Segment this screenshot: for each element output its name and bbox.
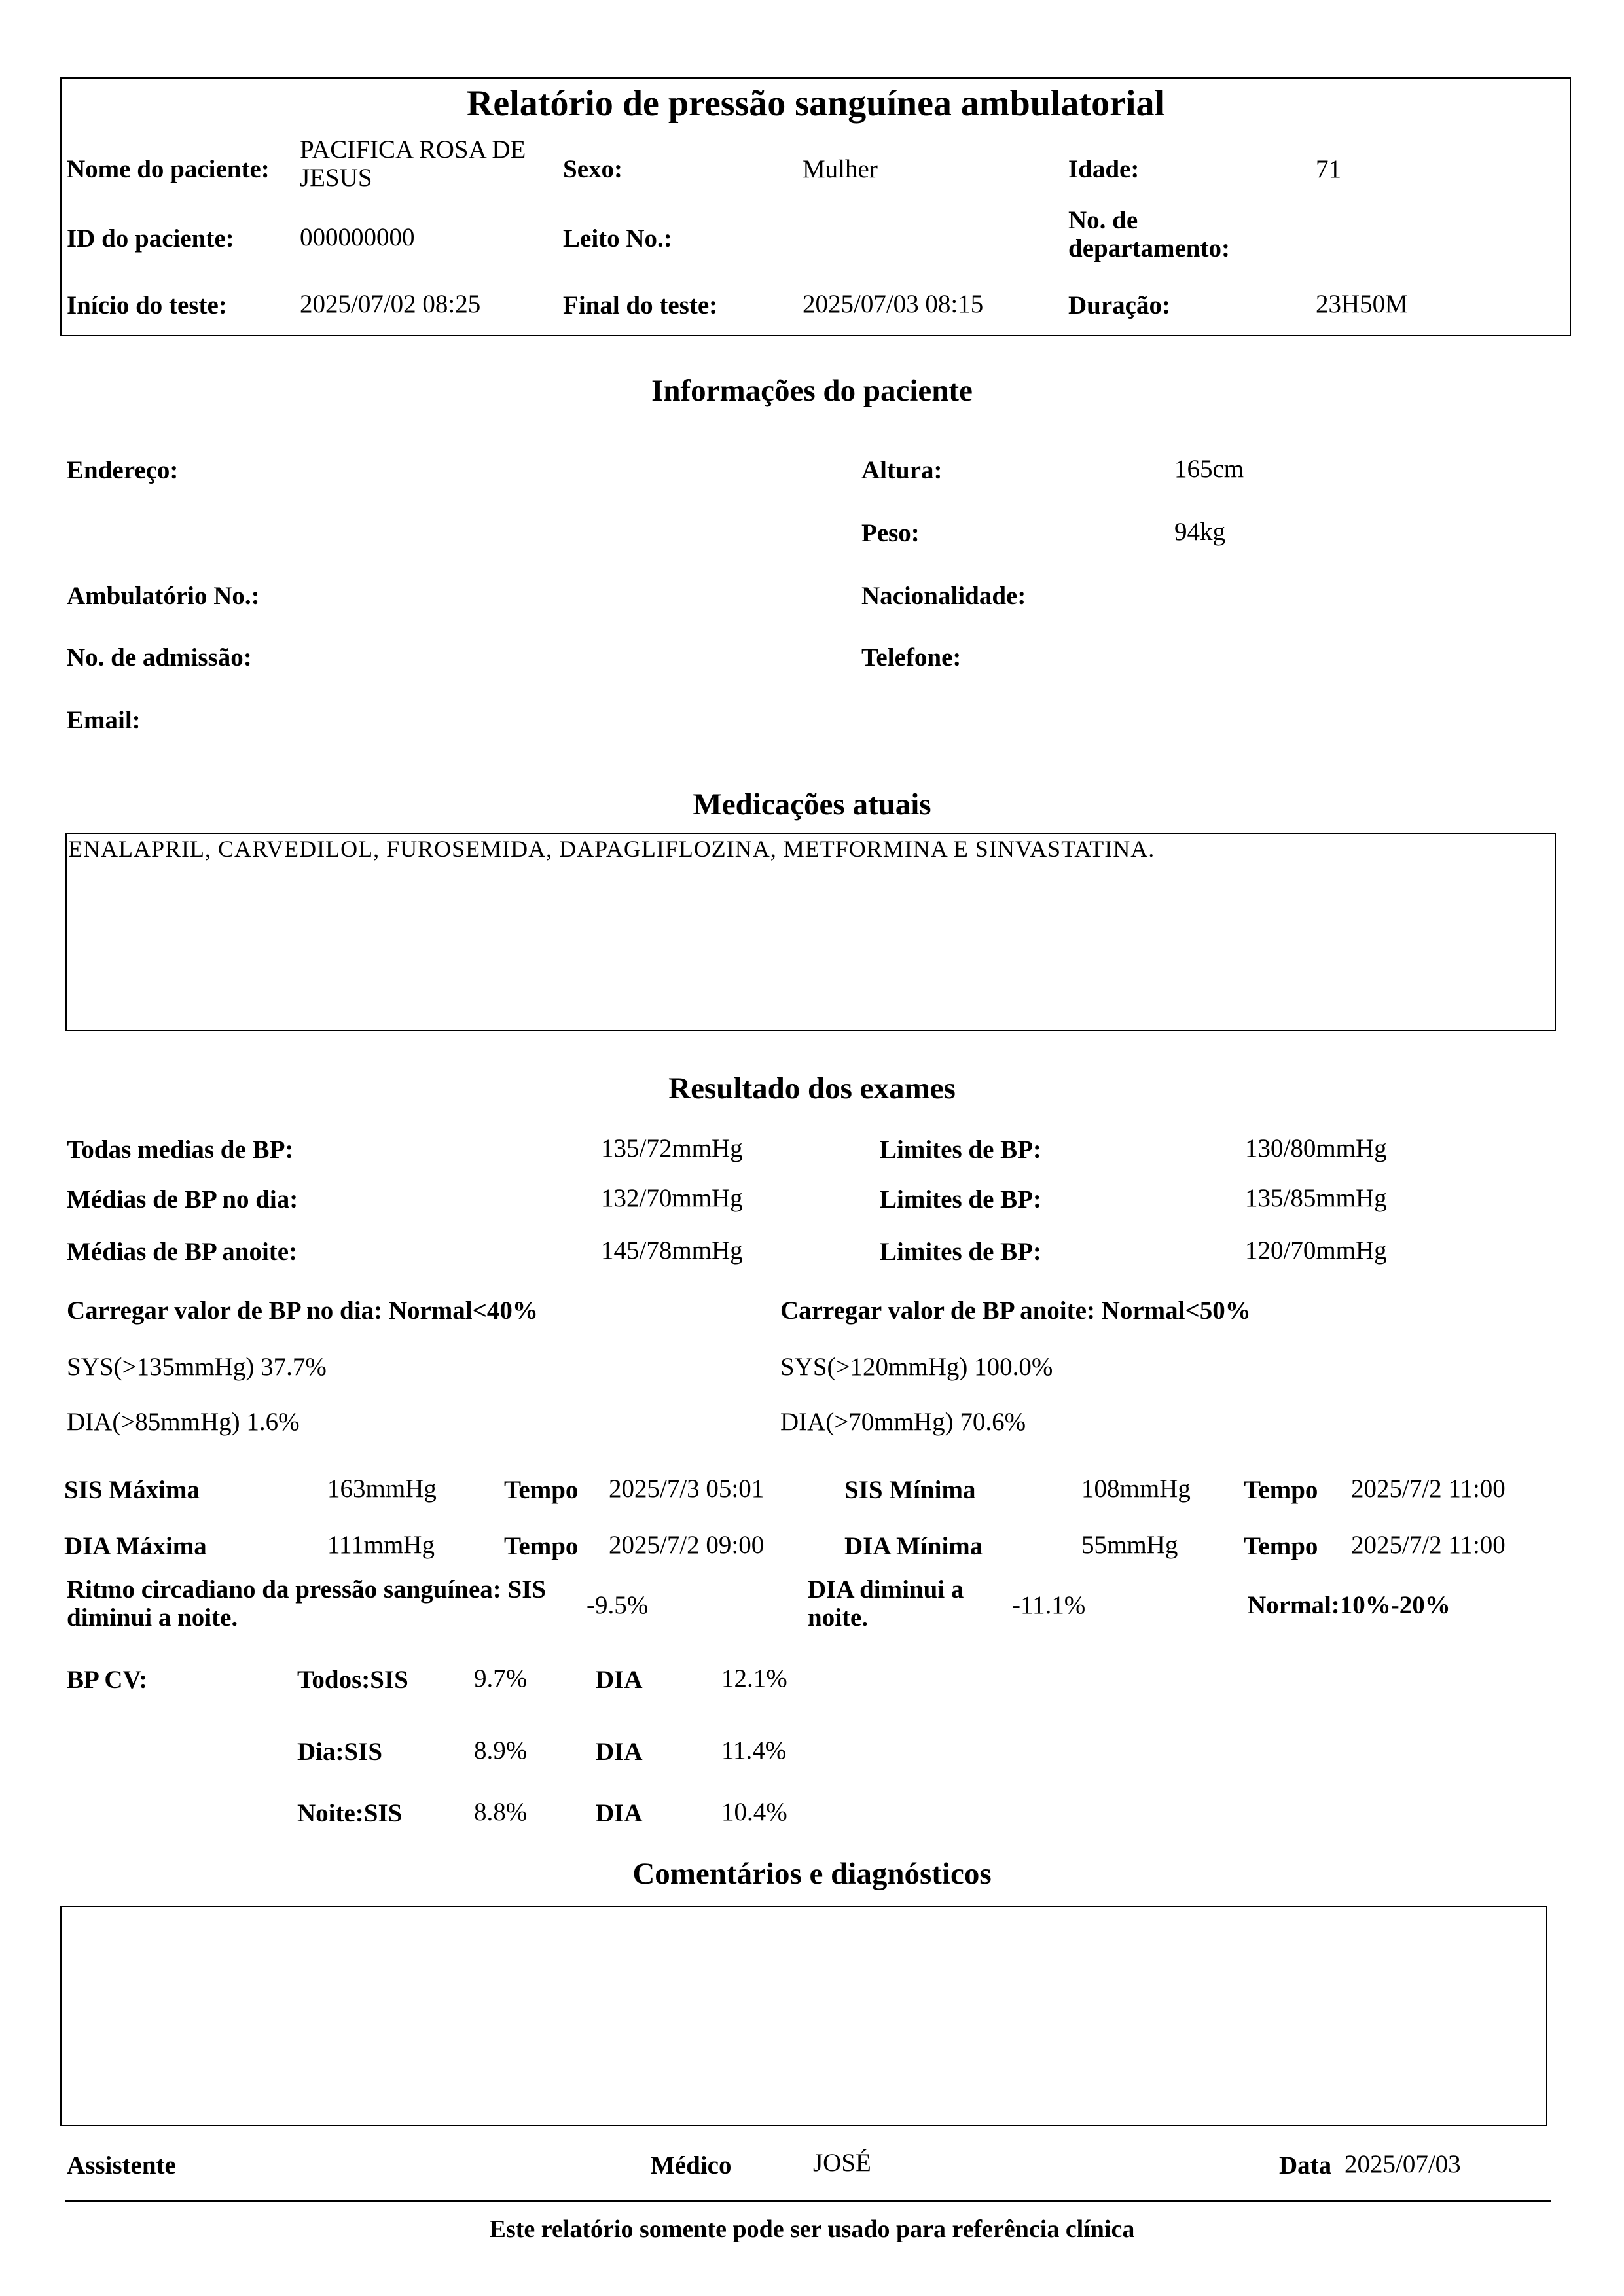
cv-night-sis: 8.8% [474,1798,528,1826]
test-start-value: 2025/07/02 08:25 [300,290,481,318]
medications-heading: Medicações atuais [693,787,931,821]
day-avg-value: 132/70mmHg [601,1184,743,1212]
admission-label: No. de admissão: [67,643,252,672]
date-label: Data [1279,2151,1332,2179]
patient-name-label: Nome do paciente: [67,155,270,183]
sis-min-time-label: Tempo [1244,1476,1318,1504]
patient-id-label: ID do paciente: [67,224,234,253]
dia-drop-label: DIA diminui a noite. [808,1575,964,1632]
cv-night-dia: 10.4% [721,1798,787,1826]
height-label: Altura: [861,456,943,484]
email-label: Email: [67,706,141,734]
weight-label: Peso: [861,519,920,547]
limit-day-label: Limites de BP: [880,1185,1041,1213]
cv-night-label: Noite:SIS [297,1799,403,1827]
load-day-label: Carregar valor de BP no dia: Normal<40% [67,1297,538,1325]
dia-min-time-label: Tempo [1244,1532,1318,1560]
all-avg-value: 135/72mmHg [601,1134,743,1162]
sis-min-time: 2025/7/2 11:00 [1351,1475,1506,1503]
height-value: 165cm [1174,455,1244,483]
cv-all-sis: 9.7% [474,1664,528,1693]
cv-all-dia-label: DIA [596,1666,643,1694]
limit-all-value: 130/80mmHg [1245,1134,1387,1162]
load-day-dia: DIA(>85mmHg) 1.6% [67,1408,300,1436]
sis-max-value: 163mmHg [327,1475,437,1503]
test-start-label: Início do teste: [67,291,227,319]
night-avg-label: Médias de BP anoite: [67,1238,298,1266]
patient-info-heading: Informações do paciente [651,374,973,408]
circadian-label: Ritmo circadiano da pressão sanguínea: SIS diminui a noite. [67,1575,547,1632]
results-heading: Resultado dos exames [668,1071,956,1105]
footer-divider [65,2200,1551,2202]
cv-day-dia: 11.4% [721,1736,787,1765]
phone-label: Telefone: [861,643,962,672]
comments-box [60,1906,1547,2126]
load-night-dia: DIA(>70mmHg) 70.6% [780,1408,1026,1436]
date-value: 2025/07/03 [1344,2150,1461,2178]
dia-drop-value: -11.1% [1012,1591,1086,1619]
cv-day-label: Dia:SIS [297,1738,383,1766]
patient-id-value: 000000000 [300,223,415,251]
day-avg-label: Médias de BP no dia: [67,1185,298,1213]
age-label: Idade: [1068,155,1140,183]
all-avg-label: Todas medias de BP: [67,1136,294,1164]
normal-range: Normal:10%-20% [1248,1591,1451,1619]
dia-min-time: 2025/7/2 11:00 [1351,1531,1506,1559]
bp-cv-label: BP CV: [67,1666,148,1694]
cv-all-dia: 12.1% [721,1664,787,1693]
dia-min-label: DIA Mínima [844,1532,983,1560]
medications-text: ENALAPRIL, CARVEDILOL, FUROSEMIDA, DAPAGLIFLOZINA, METFORMINA E SINVASTATINA. [68,836,1155,862]
dia-max-value: 111mmHg [327,1531,435,1559]
load-night-label: Carregar valor de BP anoite: Normal<50% [780,1297,1251,1325]
sis-max-label: SIS Máxima [64,1476,200,1504]
doctor-label: Médico [651,2151,732,2179]
cv-day-dia-label: DIA [596,1738,643,1766]
sex-label: Sexo: [563,155,623,183]
limit-day-value: 135/85mmHg [1245,1184,1387,1212]
test-end-label: Final do teste: [563,291,718,319]
sex-value: Mulher [803,155,878,183]
weight-value: 94kg [1174,518,1225,546]
bed-label: Leito No.: [563,224,672,253]
disclaimer: Este relatório somente pode ser usado para referência clínica [489,2215,1135,2243]
dia-min-value: 55mmHg [1081,1531,1178,1559]
dia-max-label: DIA Máxima [64,1532,207,1560]
sis-max-time: 2025/7/3 05:01 [609,1475,765,1503]
patient-name-value: PACIFICA ROSA DE JESUS [300,135,526,192]
address-label: Endereço: [67,456,179,484]
doctor-value: JOSÉ [813,2149,871,2177]
night-avg-value: 145/78mmHg [601,1236,743,1265]
duration-label: Duração: [1068,291,1170,319]
cv-all-label: Todos:SIS [297,1666,408,1694]
limit-night-value: 120/70mmHg [1245,1236,1387,1265]
outpatient-label: Ambulatório No.: [67,582,260,610]
load-night-sys: SYS(>120mmHg) 100.0% [780,1353,1053,1381]
sis-min-label: SIS Mínima [844,1476,976,1504]
circadian-sis-value: -9.5% [586,1591,649,1619]
nationality-label: Nacionalidade: [861,582,1026,610]
limit-all-label: Limites de BP: [880,1136,1041,1164]
sis-max-time-label: Tempo [504,1476,579,1504]
department-label: No. de departamento: [1068,206,1230,262]
dia-max-time-label: Tempo [504,1532,579,1560]
dia-max-time: 2025/7/2 09:00 [609,1531,765,1559]
load-day-sys: SYS(>135mmHg) 37.7% [67,1353,327,1381]
comments-heading: Comentários e diagnósticos [632,1857,992,1891]
limit-night-label: Limites de BP: [880,1238,1041,1266]
age-value: 71 [1316,155,1341,183]
duration-value: 23H50M [1316,290,1408,318]
assistant-label: Assistente [67,2151,176,2179]
cv-night-dia-label: DIA [596,1799,643,1827]
sis-min-value: 108mmHg [1081,1475,1191,1503]
report-title: Relatório de pressão sanguínea ambulatorial [466,83,1165,124]
cv-day-sis: 8.9% [474,1736,528,1765]
test-end-value: 2025/07/03 08:15 [803,290,984,318]
